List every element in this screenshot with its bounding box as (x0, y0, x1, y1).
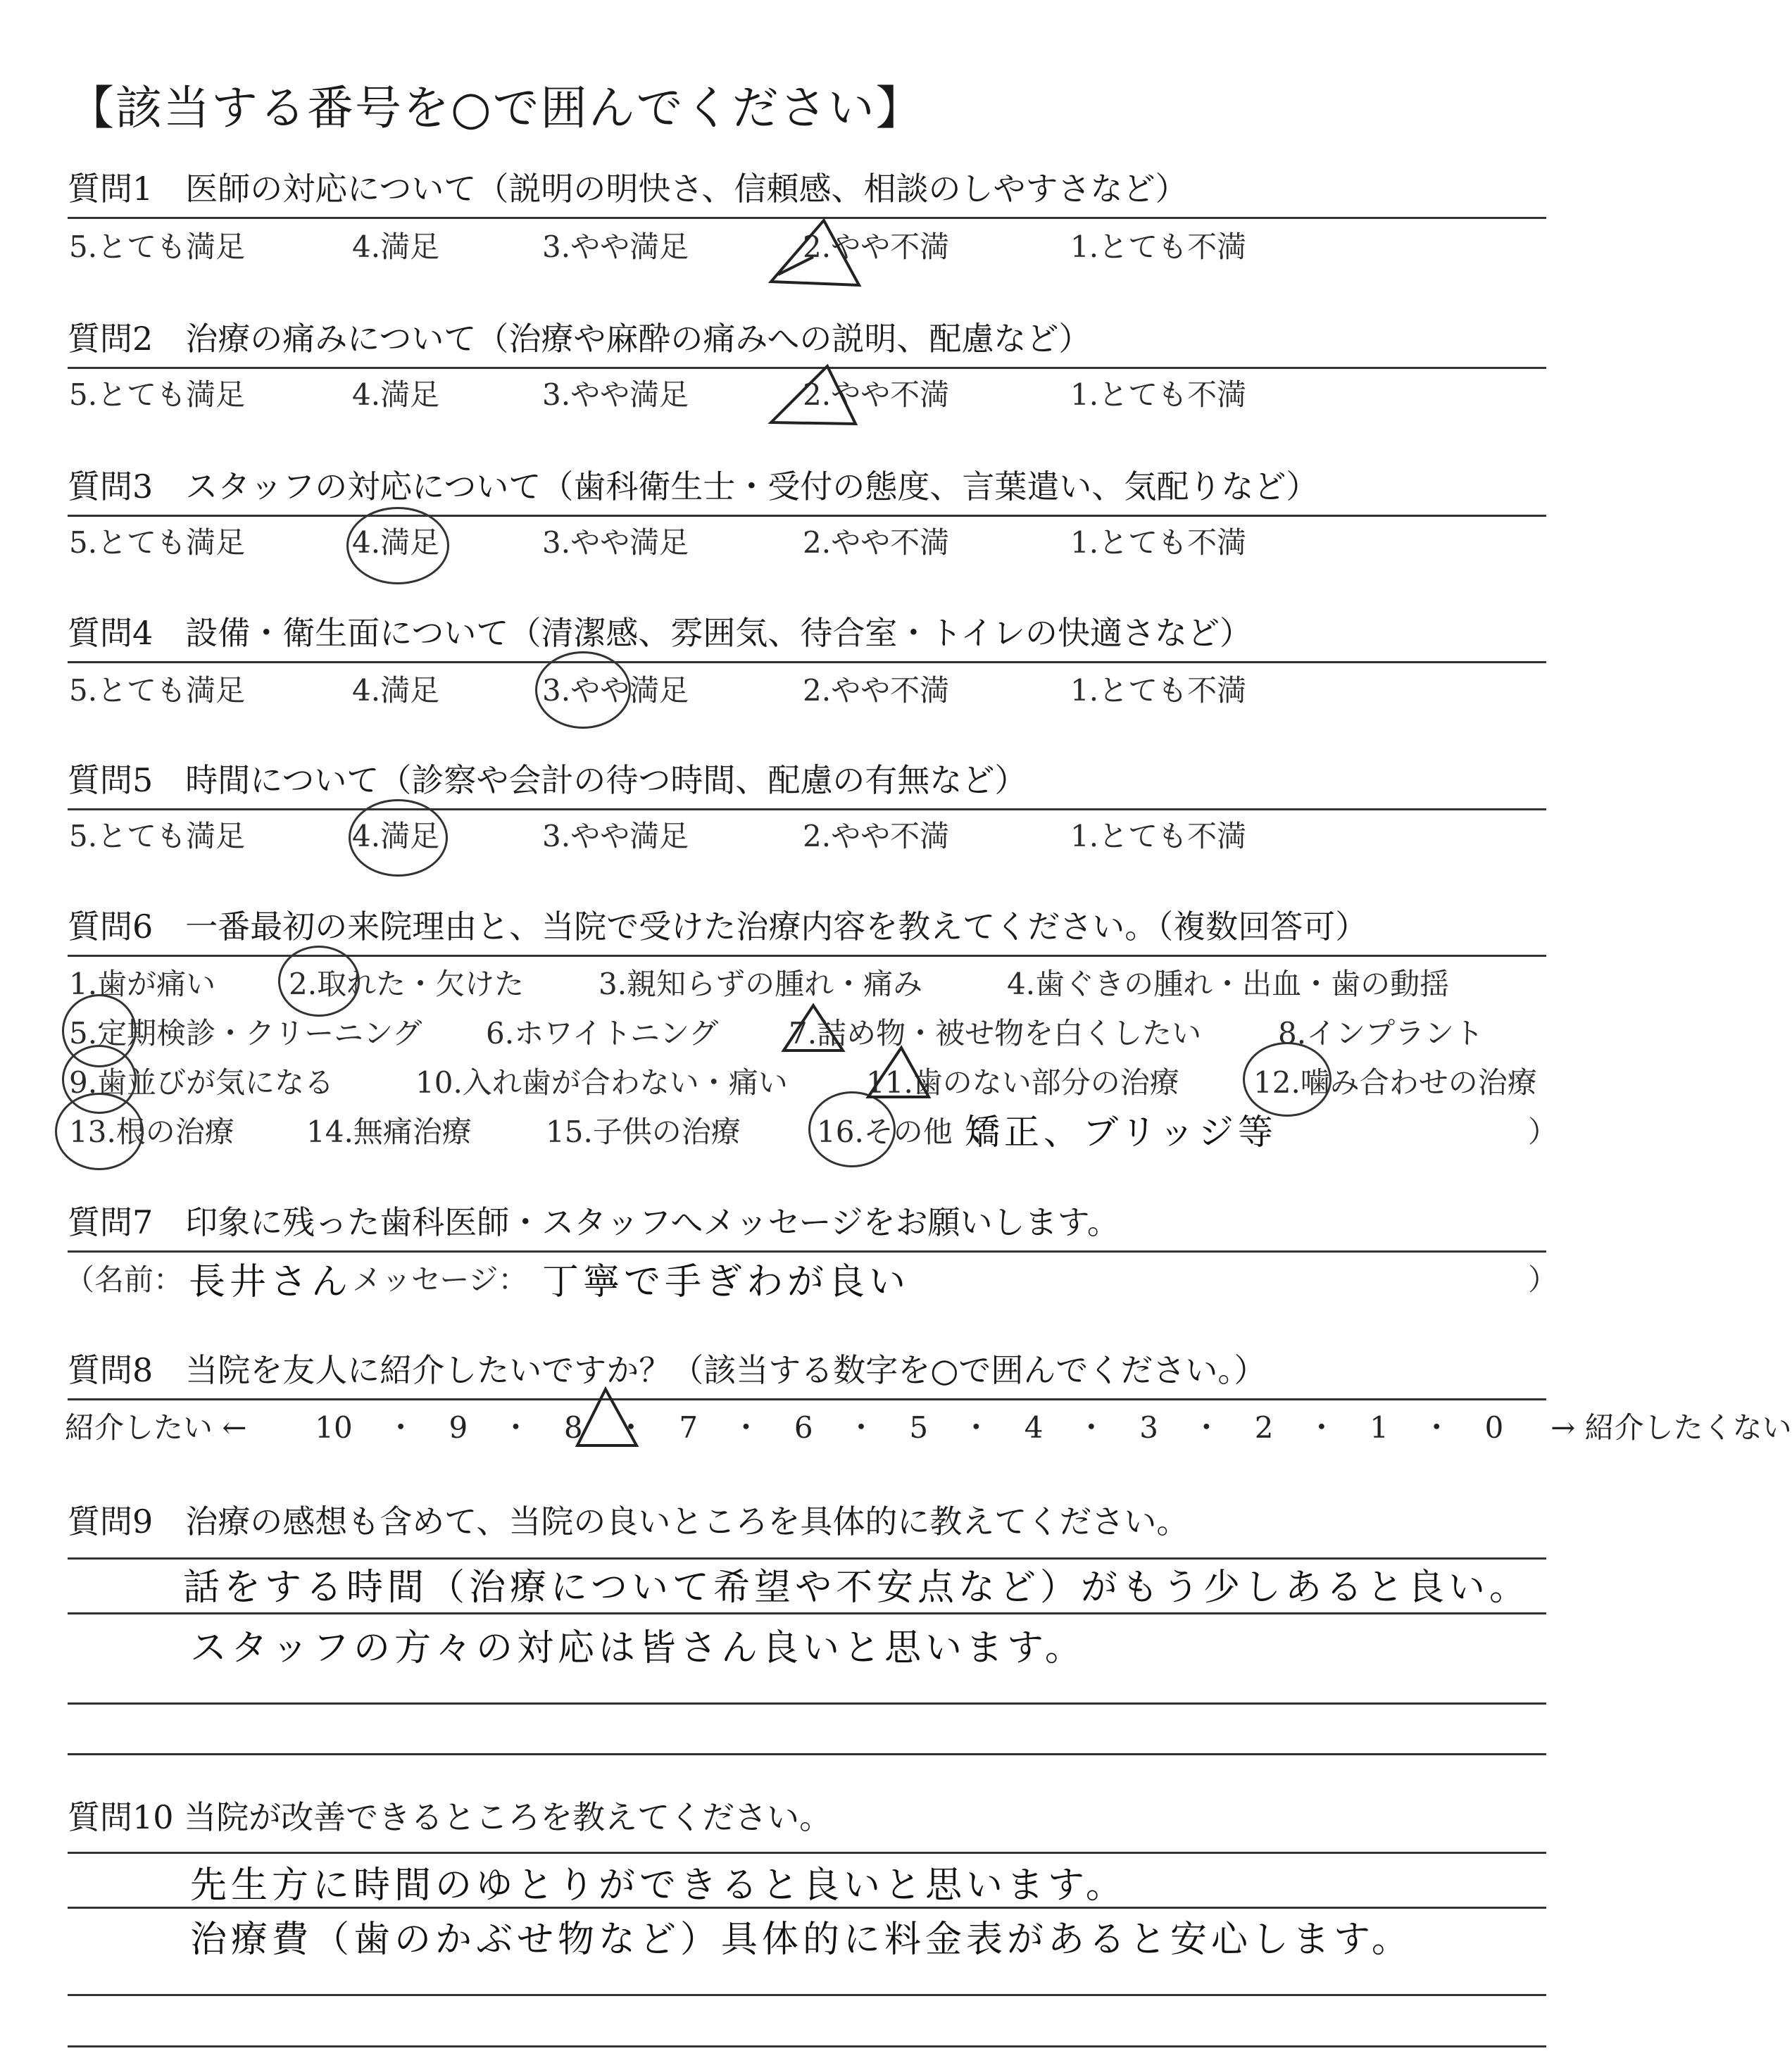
q6-other-close: ） (1528, 1115, 1558, 1149)
q4-option-1[interactable]: 1.とても不満 (1070, 673, 1247, 708)
q6-option-1[interactable]: 1.歯が痛い (69, 967, 216, 1001)
q4-title: 質問4 設備・衛生面について（清潔感、雰囲気、待合室・トイレの快適さなど） (68, 608, 1546, 663)
q8-number-5[interactable]: 5 (909, 1410, 929, 1445)
q6-circle-13 (55, 1093, 144, 1170)
q4-option-4[interactable]: 4.満足 (352, 673, 440, 708)
q6-option-9[interactable]: 9.歯並びが気になる (69, 1065, 334, 1100)
q6-option-12[interactable]: 12.噛み合わせの治療 (1253, 1065, 1537, 1100)
q6-option-14[interactable]: 14.無痛治療 (306, 1115, 472, 1149)
q5-option-4[interactable]: 4.満足 (352, 819, 440, 853)
q4-option-3[interactable]: 3.やや満足 (542, 673, 689, 708)
q6-triangle-7 (778, 1000, 848, 1056)
q10-answer-line-1[interactable]: 先生方に時間のゆとりができると良いと思います。 (190, 1864, 1127, 1907)
q8-triangle-mark (572, 1384, 642, 1454)
q6-option-10[interactable]: 10.入れ歯が合わない・痛い (415, 1065, 788, 1100)
q6-option-16[interactable]: 16.その他（ (817, 1115, 982, 1149)
q5-option-2[interactable]: 2.やや不満 (803, 819, 950, 853)
q5-option-3[interactable]: 3.やや満足 (542, 819, 689, 853)
q7-message-label: メッセージ： (352, 1262, 528, 1297)
q8-title: 質問8 当院を友人に紹介したいですか？（該当する数字を○で囲んでください。） (68, 1345, 1546, 1400)
q3-title: 質問3 スタッフの対応について（歯科衛生士・受付の態度、言葉遣い、気配りなど） (68, 461, 1546, 517)
q2-option-1[interactable]: 1.とても不満 (1070, 377, 1247, 412)
q6-option-15[interactable]: 15.子供の治療 (546, 1115, 741, 1149)
q1-option-5[interactable]: 5.とても満足 (69, 230, 246, 264)
q8-number-1[interactable]: 1 (1370, 1410, 1389, 1445)
q2-option-5[interactable]: 5.とても満足 (69, 377, 246, 412)
q6-option-2[interactable]: 2.取れた・欠けた (289, 967, 525, 1001)
q6-option-6[interactable]: 6.ホワイトニング (486, 1016, 719, 1050)
q8-left-label: 紹介したい ← (65, 1410, 247, 1445)
q9-answer-line-2[interactable]: スタッフの方々の対応は皆さん良いと思います。 (190, 1627, 1086, 1669)
q8-number-0[interactable]: 0 (1484, 1410, 1504, 1445)
q3-option-4[interactable]: 4.満足 (352, 525, 440, 560)
q6-triangle-11 (863, 1042, 933, 1102)
q6-circle-12 (1243, 1042, 1332, 1117)
q3-option-2[interactable]: 2.やや不満 (803, 525, 950, 560)
q7-message-value[interactable]: 丁寧で手ぎわが良い (542, 1261, 910, 1303)
q2-option-2[interactable]: 2.やや不満 (803, 377, 950, 412)
q5-circle-mark (349, 799, 448, 877)
q7-close: ） (1528, 1262, 1558, 1297)
q6-title: 質問6 一番最初の来院理由と、当院で受けた治療内容を教えてください。（複数回答可） (68, 901, 1546, 957)
q6-circle-16 (808, 1091, 896, 1167)
q4-option-5[interactable]: 5.とても満足 (69, 673, 246, 708)
q10-rule-1 (68, 1852, 1546, 1854)
q5-title: 質問5 時間について（診察や会計の待つ時間、配慮の有無など） (68, 755, 1546, 810)
q8-number-9[interactable]: 9 (449, 1410, 468, 1445)
q8-number-3[interactable]: 3 (1139, 1410, 1158, 1445)
q9-rule-2 (68, 1612, 1546, 1614)
q8-number-10[interactable]: 10 (315, 1410, 353, 1445)
q7-name-value[interactable]: 長井さん (189, 1261, 353, 1303)
q10-title: 質問10 当院が改善できるところを教えてください。 (68, 1798, 832, 1836)
q10-answer-line-2[interactable]: 治療費（歯のかぶせ物など）具体的に料金表があると安心します。 (190, 1919, 1412, 1961)
q9-rule-4 (68, 1753, 1546, 1755)
q2-option-4[interactable]: 4.満足 (352, 377, 440, 412)
q5-option-5[interactable]: 5.とても満足 (69, 819, 246, 853)
q6-other-handwriting: 矯正、ブリッジ等 (965, 1112, 1277, 1153)
q7-name-label: （名前： (65, 1262, 184, 1297)
q8-number-4[interactable]: 4 (1024, 1410, 1044, 1445)
q2-title: 質問2 治療の痛みについて（治療や麻酔の痛みへの説明、配慮など） (68, 313, 1546, 369)
q3-circle-mark (346, 507, 449, 584)
q3-option-5[interactable]: 5.とても満足 (69, 525, 246, 560)
q1-option-1[interactable]: 1.とても不満 (1070, 230, 1247, 264)
q8-number-6[interactable]: 6 (794, 1410, 813, 1445)
q7-title: 質問7 印象に残った歯科医師・スタッフへメッセージをお願いします。 (68, 1197, 1546, 1253)
q10-rule-3 (68, 1994, 1546, 1996)
q1-option-3[interactable]: 3.やや満足 (542, 230, 689, 264)
q1-triangle-mark (764, 215, 870, 292)
q5-option-1[interactable]: 1.とても不満 (1070, 819, 1247, 853)
q9-answer-line-1[interactable]: 話をする時間（治療について希望や不安点など）がもう少しあると良い。 (183, 1567, 1530, 1609)
q6-option-13[interactable]: 13.根の治療 (69, 1115, 234, 1149)
q6-option-8[interactable]: 8.インプラント (1278, 1016, 1484, 1050)
q6-option-5[interactable]: 5.定期検診・クリーニング (69, 1016, 422, 1050)
q3-option-1[interactable]: 1.とても不満 (1070, 525, 1247, 560)
q6-option-3[interactable]: 3.親知らずの腫れ・痛み (599, 967, 923, 1001)
q8-number-2[interactable]: 2 (1254, 1410, 1274, 1445)
q6-option-4[interactable]: 4.歯ぐきの腫れ・出血・歯の動揺 (1007, 967, 1450, 1001)
q2-option-3[interactable]: 3.やや満足 (542, 377, 689, 412)
q8-scale: 紹介したい ← 10 ・ 9 ・ 8 ・ 7 ・ 6 ・ 5 ・ 4 ・ 3 ・ 2 ・ 1 ・ 0 → 紹介したくない (65, 1410, 1792, 1445)
q6-option-7[interactable]: 7.詰め物・被せ物を白くしたい (789, 1016, 1202, 1050)
page-title: 【該当する番号を○で囲んでください】 (68, 81, 924, 135)
q8-number-8[interactable]: 8 (563, 1410, 583, 1445)
q4-circle-mark (535, 651, 631, 729)
q3-option-3[interactable]: 3.やや満足 (542, 525, 689, 560)
q8-right-label: → 紹介したくない (1550, 1410, 1792, 1445)
q2-triangle-mark (764, 359, 870, 429)
q1-option-2[interactable]: 2.やや不満 (803, 230, 950, 264)
q8-number-7[interactable]: 7 (679, 1410, 698, 1445)
q4-option-2[interactable]: 2.やや不満 (803, 673, 950, 708)
q1-option-4[interactable]: 4.満足 (352, 230, 440, 264)
q9-rule-3 (68, 1702, 1546, 1705)
q9-title: 質問9 治療の感想も含めて、当院の良いところを具体的に教えてください。 (68, 1503, 1189, 1541)
q10-rule-4 (68, 2045, 1546, 2047)
q6-option-11[interactable]: 11.歯のない部分の治療 (866, 1065, 1179, 1100)
q6-circle-2 (278, 946, 360, 1017)
q1-title: 質問1 医師の対応について（説明の明快さ、信頼感、相談のしやすさなど） (68, 163, 1546, 219)
